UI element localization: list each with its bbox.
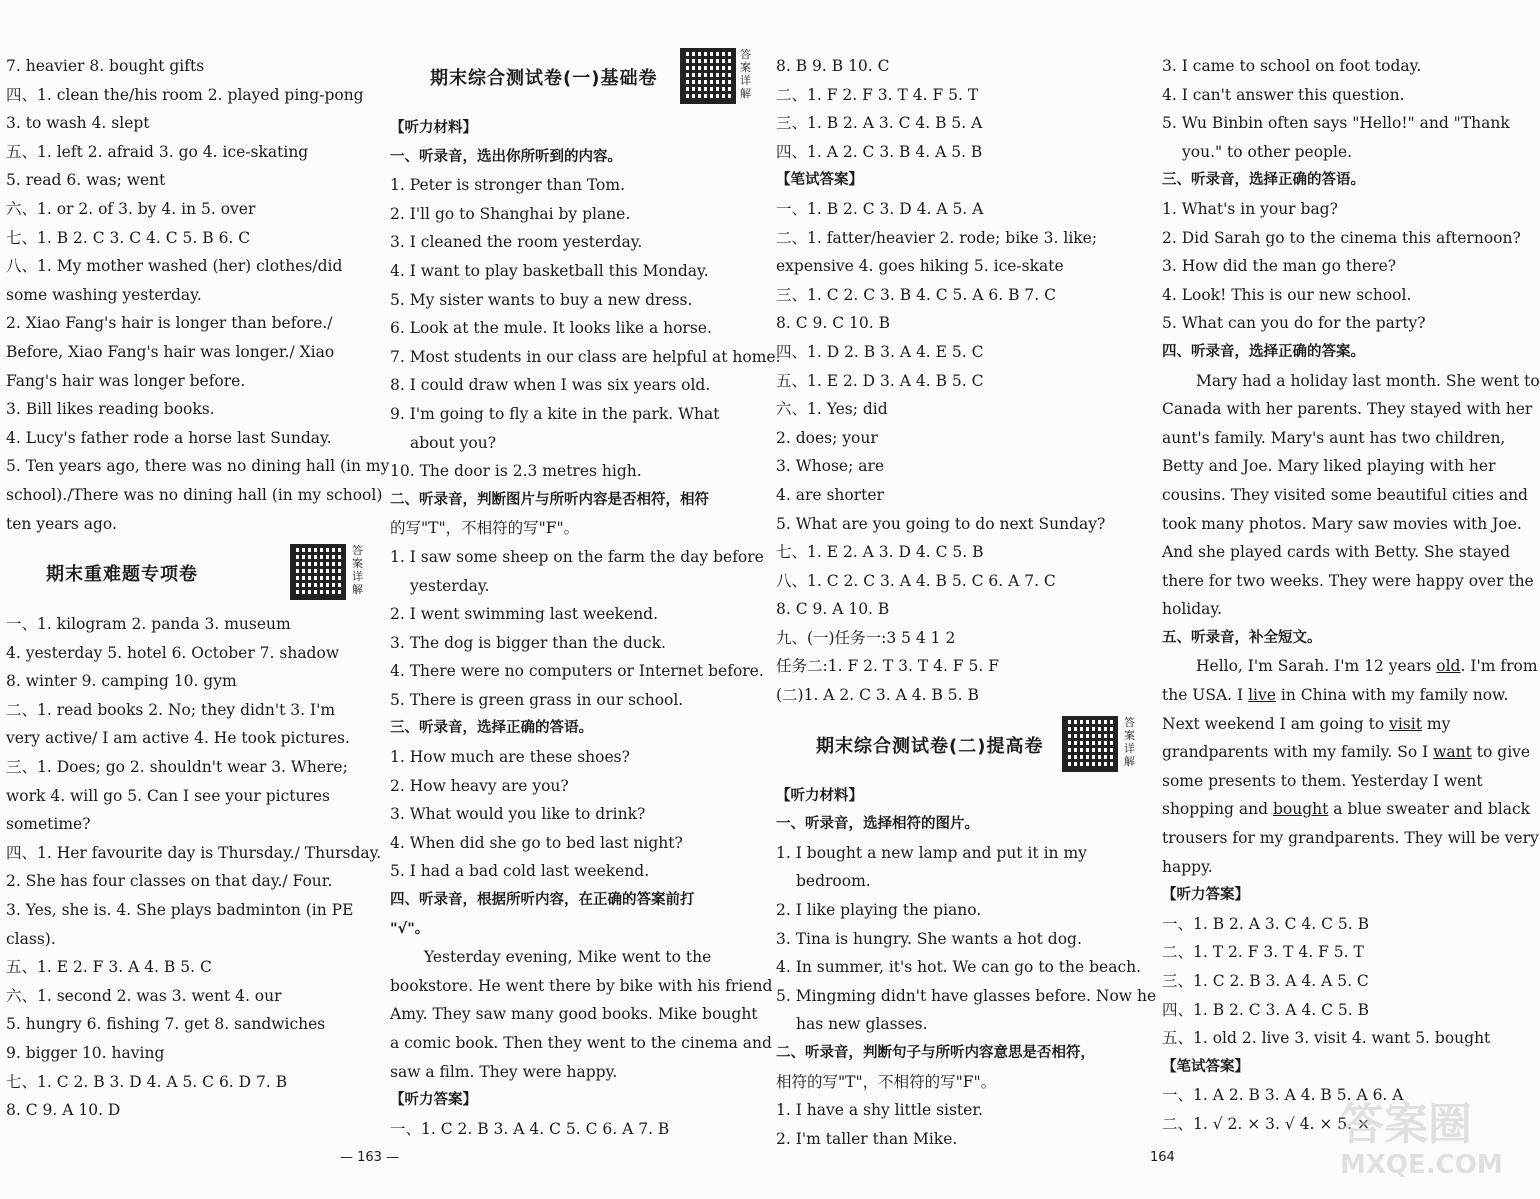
- qr-code-icon: [1062, 716, 1118, 772]
- text-line: 1. I have a shy little sister.: [776, 1101, 983, 1120]
- section-title: 期末重难题专项卷: [46, 564, 198, 586]
- text-line: some washing yesterday.: [6, 285, 202, 304]
- text-line: 五、1. old 2. live 3. visit 4. want 5. bought: [1162, 1029, 1491, 1048]
- text-line: 5. My sister wants to buy a new dress.: [390, 290, 693, 309]
- cloze-answer: want: [1433, 743, 1472, 762]
- text-line: 四、听录音，根据所听内容，在正确的答案前打: [390, 892, 695, 909]
- section-header: [6, 544, 372, 606]
- text-line: 相符的写"T"，不相符的写"F"。: [776, 1072, 997, 1091]
- text-line: 5. There is green grass in our school.: [390, 690, 684, 709]
- text-line: 八、1. My mother washed (her) clothes/did: [6, 257, 343, 276]
- text-line: 5. read 6. was; went: [6, 171, 166, 190]
- text-line: "√"。: [390, 920, 430, 937]
- text-line: 2. I'll go to Shanghai by plane.: [390, 204, 631, 223]
- text-line: Amy. They saw many good books. Mike bought: [390, 1005, 758, 1024]
- text-line: saw a film. They were happy.: [390, 1062, 618, 1081]
- text-line: 1. Peter is stronger than Tom.: [390, 176, 625, 195]
- text-line: 9. I'm going to fly a kite in the park. What: [390, 404, 720, 423]
- text-line: you." to other people.: [1182, 142, 1353, 161]
- text-line: 8. winter 9. camping 10. gym: [6, 672, 237, 691]
- text-line: 4. In summer, it's hot. We can go to the beach.: [776, 958, 1142, 977]
- text-line: 8. I could draw when I was six years old.: [390, 376, 711, 395]
- text-line: 二、听录音，判断句子与所听内容意思是否相符，: [776, 1045, 1095, 1061]
- text-line: a comic book. Then they went to the cinema and: [390, 1034, 772, 1052]
- text-line: 一、1. B 2. C 3. D 4. A 5. A: [776, 199, 984, 218]
- text-line: 3. What would you like to drink?: [390, 805, 646, 824]
- text-line: 5. I had a bad cold last weekend.: [390, 862, 650, 881]
- text-line: 5. Ten years ago, there was no dining hall (in my: [6, 457, 390, 476]
- text-line: 2. How heavy are you?: [390, 776, 569, 795]
- text-line: Before, Xiao Fang's hair was longer./ Xiao: [6, 342, 335, 361]
- text-line: work 4. will go 5. Can I see your pictures: [6, 786, 331, 805]
- text-line: 三、1. Does; go 2. shouldn't wear 3. Where;: [6, 758, 348, 777]
- text-line: 7. Most students in our class are helpful at home.: [390, 347, 781, 366]
- text-line: Hello, I'm Sarah. I'm 12 years old. I'm from: [1196, 657, 1538, 676]
- text-line: 5. hungry 6. fishing 7. get 8. sandwiches: [6, 1015, 326, 1034]
- text-line: class).: [6, 929, 56, 948]
- section-title: 期末综合测试卷(一)基础卷: [430, 68, 658, 89]
- text-line: 8. C 9. A 10. B: [776, 600, 890, 619]
- text-line: 3. Yes, she is. 4. She plays badminton (in PE: [6, 901, 354, 920]
- text-line: 3. Tina is hungry. She wants a hot dog.: [776, 929, 1082, 948]
- answer-block: [6, 52, 390, 538]
- text-line: 6. Look at the mule. It looks like a horse.: [390, 319, 712, 338]
- text-line: Betty and Joe. Mary liked playing with her: [1162, 457, 1496, 476]
- text-line: expensive 4. goes hiking 5. ice-skate: [776, 257, 1064, 276]
- qr-code-icon: [680, 48, 736, 104]
- answer-block: [1162, 52, 1540, 1139]
- text-line: 九、(一)任务一:3 5 4 1 2: [776, 628, 956, 647]
- text-line: ten years ago.: [6, 514, 117, 533]
- text-line: 三、听录音，选择正确的答语。: [1162, 172, 1365, 189]
- column-1: [6, 52, 390, 1125]
- text-line: 三、1. C 2. B 3. A 4. A 5. C: [1162, 972, 1369, 990]
- text-line: 七、1. C 2. B 3. D 4. A 5. C 6. D 7. B: [6, 1072, 288, 1091]
- text-line: 五、1. E 2. F 3. A 4. B 5. C: [6, 958, 212, 977]
- text-line: 3. I cleaned the room yesterday.: [390, 233, 643, 252]
- text-line: 3. The dog is bigger than the duck.: [390, 633, 666, 652]
- answer-block: [776, 52, 1142, 710]
- text-line: the USA. I live in China with my family now.: [1162, 686, 1509, 705]
- text-line: 七、1. E 2. A 3. D 4. C 5. B: [776, 543, 984, 562]
- cloze-answer: live: [1248, 686, 1276, 705]
- section-header: [390, 48, 756, 110]
- text-line: 五、1. left 2. afraid 3. go 4. ice-skating: [6, 142, 309, 161]
- text-line: 4. Lucy's father rode a horse last Sunday.: [6, 428, 332, 447]
- text-line: 【笔试答案】: [1162, 1058, 1249, 1075]
- text-line: 5. What can you do for the party?: [1162, 314, 1426, 333]
- column-2: [390, 48, 781, 1143]
- text-line: 二、听录音，判断图片与所听内容是否相符，相符: [390, 491, 709, 508]
- answer-block: [776, 782, 1157, 1154]
- text-line: Canada with her parents. They stayed with her: [1162, 400, 1533, 419]
- section-title: 期末综合测试卷(二)提高卷: [816, 735, 1044, 757]
- text-line: (二)1. A 2. C 3. A 4. B 5. B: [776, 686, 979, 705]
- text-line: 1. How much are these shoes?: [390, 748, 630, 767]
- text-line: 六、1. or 2. of 3. by 4. in 5. over: [6, 199, 256, 218]
- section-header: [776, 716, 1142, 778]
- text-line: 4. are shorter: [776, 485, 884, 504]
- text-line: 二、1. √ 2. × 3. √ 4. × 5. ×: [1162, 1114, 1371, 1133]
- text-line: 一、听录音，选出你所听到的内容。: [390, 148, 622, 165]
- answer-block: [390, 114, 781, 1143]
- qr-label: 答案详解: [740, 48, 751, 100]
- text-line: 四、1. Her favourite day is Thursday./ Thursday.: [6, 843, 382, 862]
- text-line: 一、1. kilogram 2. panda 3. museum: [6, 615, 291, 634]
- text-line: yesterday.: [410, 576, 490, 595]
- text-line: 三、1. B 2. A 3. C 4. B 5. A: [776, 114, 983, 133]
- text-line: Yesterday evening, Mike went to the: [424, 948, 712, 967]
- text-line: 4. Look! This is our new school.: [1162, 285, 1412, 304]
- text-line: sometime?: [6, 815, 91, 834]
- text-line: 四、1. B 2. C 3. A 4. C 5. B: [1162, 1000, 1369, 1019]
- text-line: And she played cards with Betty. She stayed: [1162, 543, 1511, 562]
- text-line: 四、听录音，选择正确的答案。: [1162, 343, 1365, 360]
- text-line: 的写"T"，不相符的写"F"。: [390, 519, 580, 538]
- text-line: 10. The door is 2.3 metres high.: [390, 462, 642, 481]
- text-line: bedroom.: [796, 872, 871, 891]
- text-line: 1. What's in your bag?: [1162, 199, 1338, 218]
- text-line: 8. C 9. C 10. B: [776, 314, 890, 333]
- text-line: 2. She has four classes on that day./ Four.: [6, 872, 333, 891]
- text-line: shopping and bought a blue sweater and black: [1162, 800, 1531, 819]
- text-line: 7. heavier 8. bought gifts: [6, 57, 205, 75]
- text-line: 六、1. second 2. was 3. went 4. our: [6, 986, 282, 1005]
- text-line: Next weekend I am going to visit my: [1162, 714, 1451, 733]
- text-line: 2. does; your: [776, 428, 878, 447]
- text-line: cousins. They visited some beautiful cities and: [1162, 485, 1528, 504]
- text-line: 2. Xiao Fang's hair is longer than before./: [6, 314, 333, 333]
- text-line: 3. I came to school on foot today.: [1162, 57, 1422, 75]
- text-line: 三、1. C 2. C 3. B 4. C 5. A 6. B 7. C: [776, 285, 1056, 304]
- text-line: about you?: [410, 433, 497, 452]
- text-line: took many photos. Mary saw movies with Joe.: [1162, 514, 1522, 533]
- text-line: holiday.: [1162, 600, 1223, 619]
- text-line: there for two weeks. They were happy over the: [1162, 571, 1534, 590]
- text-line: some presents to them. Yesterday I went: [1162, 771, 1483, 790]
- text-line: school)./There was no dining hall (in my school): [6, 485, 383, 504]
- cloze-answer: old: [1436, 657, 1461, 676]
- watermark-url: MXQE.COM: [1340, 1150, 1503, 1180]
- watermark-text: 答案圈: [1340, 1099, 1472, 1150]
- text-line: Mary had a holiday last month. She went to: [1196, 371, 1540, 390]
- text-line: aunt's family. Mary's aunt has two children,: [1162, 428, 1506, 447]
- text-line: 二、1. fatter/heavier 2. rode; bike 3. like;: [776, 228, 1098, 247]
- text-line: 4. yesterday 5. hotel 6. October 7. shadow: [6, 643, 340, 662]
- text-line: 1. I bought a new lamp and put it in my: [776, 843, 1087, 862]
- text-line: 5. Mingming didn't have glasses before. Now he: [776, 986, 1157, 1005]
- text-line: 五、听录音，补全短文。: [1162, 629, 1322, 646]
- text-line: 2. Did Sarah go to the cinema this afternoon?: [1162, 228, 1521, 247]
- text-line: 【听力答案】: [1162, 887, 1249, 904]
- text-line: 任务二:1. F 2. T 3. T 4. F 5. F: [776, 657, 999, 676]
- text-line: 二、1. T 2. F 3. T 4. F 5. T: [1162, 943, 1364, 962]
- text-line: very active/ I am active 4. He took pictures.: [6, 729, 350, 748]
- text-line: 2. I like playing the piano.: [776, 901, 982, 920]
- text-line: bookstore. He went there by bike with his friend: [390, 976, 773, 995]
- text-line: Fang's hair was longer before.: [6, 371, 246, 390]
- text-line: grandparents with my family. So I want to give: [1162, 743, 1531, 762]
- text-line: 4. When did she go to bed last night?: [390, 833, 683, 852]
- text-line: 一、1. C 2. B 3. A 4. C 5. C 6. A 7. B: [390, 1119, 670, 1138]
- cloze-answer: visit: [1389, 714, 1422, 733]
- text-line: 三、听录音，选择正确的答语。: [390, 720, 593, 737]
- text-line: 5. Wu Binbin often says "Hello!" and "Thank: [1162, 114, 1510, 133]
- text-line: 3. Bill likes reading books.: [6, 400, 215, 419]
- text-line: 9. bigger 10. having: [6, 1044, 165, 1062]
- cloze-answer: bought: [1272, 800, 1329, 819]
- text-line: 【听力材料】: [776, 787, 863, 804]
- text-line: 一、1. B 2. A 3. C 4. C 5. B: [1162, 914, 1369, 933]
- text-line: 六、1. Yes; did: [776, 400, 888, 419]
- text-line: has new glasses.: [796, 1015, 928, 1034]
- text-line: 【听力答案】: [390, 1092, 477, 1109]
- text-line: 四、1. clean the/his room 2. played ping-pong: [6, 85, 364, 104]
- text-line: 5. What are you going to do next Sunday?: [776, 514, 1106, 533]
- text-line: 四、1. D 2. B 3. A 4. E 5. C: [776, 342, 984, 361]
- text-line: 4. I want to play basketball this Monday.: [390, 261, 709, 280]
- page-number-left: — 163 —: [340, 1150, 400, 1165]
- text-line: 4. There were no computers or Internet before.: [390, 662, 764, 681]
- text-line: 一、1. A 2. B 3. A 4. B 5. A 6. A: [1162, 1086, 1404, 1105]
- column-4: [1162, 52, 1540, 1139]
- text-line: 一、听录音，选择相符的图片。: [776, 816, 979, 833]
- text-line: 七、1. B 2. C 3. C 4. C 5. B 6. C: [6, 228, 251, 247]
- qr-code-icon: [290, 544, 346, 600]
- text-line: 4. I can't answer this question.: [1162, 85, 1405, 104]
- text-line: 3. to wash 4. slept: [6, 114, 150, 133]
- page-number-right: 164: [1150, 1150, 1175, 1165]
- text-line: 五、1. E 2. D 3. A 4. B 5. C: [776, 371, 984, 390]
- text-line: 二、1. read books 2. No; they didn't 3. I'm: [6, 700, 336, 719]
- text-line: 二、1. F 2. F 3. T 4. F 5. T: [776, 85, 979, 104]
- text-line: 1. I saw some sheep on the farm the day before: [390, 547, 764, 566]
- watermark-logo: [1340, 1100, 1530, 1190]
- text-line: 四、1. A 2. C 3. B 4. A 5. B: [776, 142, 983, 161]
- text-line: 3. Whose; are: [776, 457, 885, 476]
- text-line: 2. I'm taller than Mike.: [776, 1129, 958, 1148]
- text-line: happy.: [1162, 857, 1213, 876]
- answer-block: [6, 610, 382, 1125]
- qr-label: 答案详解: [1124, 715, 1135, 768]
- column-3: [776, 52, 1157, 1153]
- text-line: 8. B 9. B 10. C: [776, 57, 890, 75]
- text-line: trousers for my grandparents. They will be very: [1162, 829, 1539, 848]
- text-line: 3. How did the man go there?: [1162, 257, 1397, 276]
- text-line: 八、1. C 2. C 3. A 4. B 5. C 6. A 7. C: [776, 571, 1056, 590]
- qr-label: 答案详解: [352, 544, 363, 597]
- text-line: 8. C 9. A 10. D: [6, 1101, 121, 1120]
- text-line: 2. I went swimming last weekend.: [390, 605, 659, 624]
- text-line: 【笔试答案】: [776, 172, 863, 189]
- text-line: 【听力材料】: [390, 120, 477, 136]
